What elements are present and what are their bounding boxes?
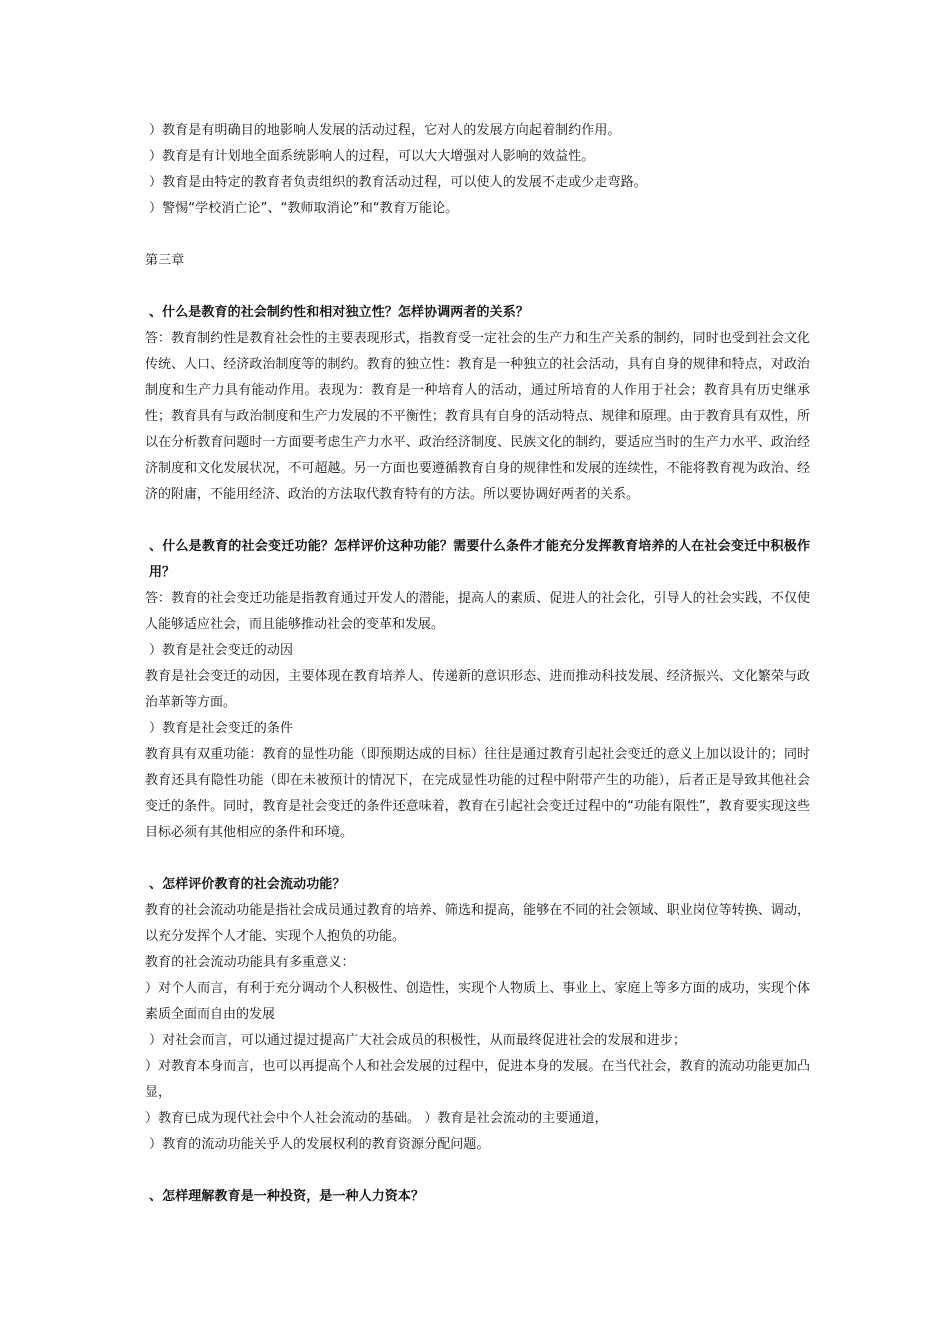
intro-item: ）教育是有计划地全面系统影响人的过程，可以大大增强对人影响的效益性。: [149, 149, 595, 164]
spacer: [145, 846, 810, 872]
question-3-item: ）教育已成为现代社会中个人社会流动的基础。 ）教育是社会流动的主要通道，: [145, 1111, 608, 1126]
question-3-item: ）对个人而言，有利于充分调动个人积极性、创造性，实现个人物质上、事业上、家庭上等多方面的成功，实现个体素质全面而自由的发展: [145, 981, 810, 1022]
spacer: [145, 508, 810, 534]
question-2-section: [145, 534, 810, 846]
spacer: [145, 222, 810, 248]
spacer: [145, 1158, 810, 1184]
question-2-subtext-2: 教育具有双重功能：教育的显性功能（即预期达成的目标）往往是通过教育引起社会变迁的意义上加以设计的；同时教育还具有隐性功能（即在未被预计的情况下，在完成显性功能的过程中附带产生的功能），后者正是导致其他社会变迁的条件。同时，教育是社会变迁的条件还意味着，教育在引起社会变迁过程中的“功能有限性”，教育要实现这些目标必须有其他相应的条件和环境。: [145, 747, 810, 840]
question-4-heading: 、怎样理解教育是一种投资，是一种人力资本？: [149, 1189, 425, 1204]
question-3-intro: 教育的社会流动功能具有多重意义：: [145, 955, 355, 970]
question-3-item: ）对社会而言，可以通过提过提高广大社会成员的积极性，从而最终促进社会的发展和进步；: [149, 1033, 687, 1048]
question-3-item: ）教育的流动功能关乎人的发展权利的教育资源分配问题。: [149, 1137, 490, 1152]
question-3-section: [145, 872, 810, 1158]
question-1-section: [145, 300, 810, 508]
document-page: [145, 118, 810, 1210]
question-2-subtitle-1: ）教育是社会变迁的动因: [149, 643, 294, 658]
question-3-definition: 教育的社会流动功能是指社会成员通过教育的培养、筛选和提高，能够在不同的社会领域、职业岗位等转换、调动，以充分发挥个人才能、实现个人抱负的功能。: [145, 903, 810, 944]
spacer: [145, 274, 810, 300]
question-4-section: [145, 1184, 810, 1210]
question-2-subtitle-2: ）教育是社会变迁的条件: [149, 721, 294, 736]
question-1-heading: 、什么是教育的社会制约性和相对独立性？怎样协调两者的关系？: [149, 305, 529, 320]
question-2-subtext-1: 教育是社会变迁的动因，主要体现在教育培养人、传递新的意识形态、进而推动科技发展、经济振兴、文化繁荣与政治革新等方面。: [145, 669, 810, 710]
question-2-heading: 、什么是教育的社会变迁功能？怎样评价这种功能？需要什么条件才能充分发挥教育培养的人在社会变迁中积极作用？: [149, 539, 810, 580]
question-1-answer: 答：教育制约性是教育社会性的主要表现形式，指教育受一定社会的生产力和生产关系的制约，同时也受到社会文化传统、人口、经济政治制度等的制约。教育的独立性：教育是一种独立的社会活动，具有自身的规律和特点，对政治制度和生产力具有能动作用。表现为：教育是一种培育人的活动，通过所培育的人作用于社会；教育具有历史继承性；教育具有与政治制度和生产力发展的不平衡性；教育具有自身的活动特点、规律和原理。由于教育具有双性，所以在分析教育问题时一方面要考虑生产力水平、政治经济制度、民族文化的制约，要适应当时的生产力水平、政治经济制度和文化发展状况，不可超越。另一方面也要遵循教育自身的规律性和发展的连续性，不能将教育视为政治、经济的附庸，不能用经济、政治的方法取代教育特有的方法。所以要协调好两者的关系。: [145, 331, 810, 502]
intro-item: ）教育是由特定的教育者负责组织的教育活动过程，可以使人的发展不走或少走弯路。: [149, 175, 647, 190]
intro-list: [145, 118, 810, 222]
question-2-answer: 答：教育的社会变迁功能是指教育通过开发人的潜能，提高人的素质、促进人的社会化，引导人的社会实践，不仅使人能够适应社会，而且能够推动社会的变革和发展。: [145, 591, 810, 632]
intro-item: ）教育是有明确目的地影响人发展的活动过程，它对人的发展方向起着制约作用。: [149, 123, 621, 138]
question-3-item: ）对教育本身而言，也可以再提高个人和社会发展的过程中，促进本身的发展。在当代社会，教育的流动功能更加凸显，: [145, 1059, 810, 1100]
intro-item: ）警惕“学校消亡论”、“教师取消论”和“教育万能论。: [149, 201, 459, 216]
chapter-title: 第三章: [145, 253, 185, 268]
question-3-heading: 、怎样评价教育的社会流动功能？: [149, 877, 346, 892]
